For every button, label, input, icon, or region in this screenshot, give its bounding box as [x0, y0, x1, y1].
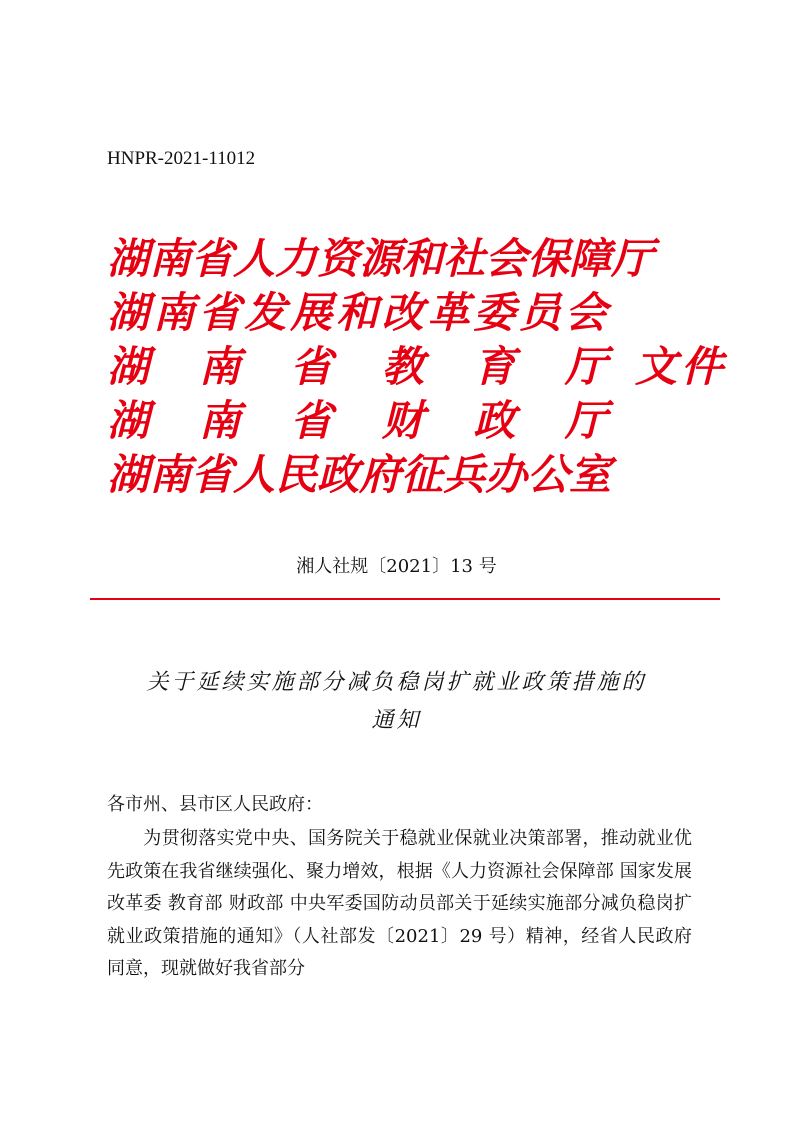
issuer-char: 育	[473, 342, 516, 391]
issuer-char: 办	[485, 450, 528, 499]
issuer-char: 兵	[443, 450, 486, 499]
document-suffix: 文件	[635, 342, 728, 391]
issuer-row	[107, 340, 747, 394]
issuer-char: 会	[485, 234, 528, 283]
issuing-organizations	[107, 232, 747, 502]
issuer-name	[107, 286, 607, 340]
issuer-char: 和	[335, 288, 378, 337]
issuer-char: 发	[244, 288, 287, 337]
issuer-char: 员	[519, 288, 562, 337]
issuer-char: 和	[401, 234, 444, 283]
issuer-name	[107, 448, 612, 502]
issuer-char: 征	[401, 450, 444, 499]
issuer-char: 教	[381, 342, 424, 391]
body-paragraph	[107, 823, 692, 986]
issuer-char: 革	[427, 288, 470, 337]
issuer-char: 南	[198, 342, 241, 391]
issuer-char: 保	[527, 234, 570, 283]
issuer-char: 公	[527, 450, 570, 499]
document-number: 湘人社规〔2021〕13 号	[296, 556, 497, 577]
issuer-name	[107, 340, 607, 394]
issuer-char: 会	[564, 288, 607, 337]
issuer-char: 省	[290, 342, 333, 391]
issuer-char: 厅	[564, 342, 607, 391]
issuer-char: 源	[359, 234, 402, 283]
issuer-char: 湖	[107, 396, 150, 445]
issuer-char: 湖	[107, 288, 150, 337]
issuer-row	[107, 394, 747, 448]
issuer-char: 南	[152, 288, 195, 337]
issuer-char: 湖	[107, 450, 150, 499]
issuer-char: 省	[191, 234, 234, 283]
red-divider-line	[90, 598, 720, 600]
issuer-char: 展	[290, 288, 333, 337]
issuer-char: 府	[359, 450, 402, 499]
issuer-char: 南	[198, 396, 241, 445]
issuer-name	[107, 394, 607, 448]
issuer-char: 南	[149, 234, 192, 283]
issuer-char: 资	[317, 234, 360, 283]
document-code: HNPR-2021-11012	[107, 148, 256, 169]
title-line-1: 关于延续实施部分减负稳岗扩就业政策措施的	[146, 670, 647, 695]
issuer-row	[107, 448, 747, 502]
issuer-char: 政	[473, 396, 516, 445]
issuer-char: 改	[381, 288, 424, 337]
issuer-char: 民	[275, 450, 318, 499]
recipient-line: 各市州、县市区人民政府：	[107, 794, 323, 815]
issuer-char: 委	[473, 288, 516, 337]
issuer-char: 政	[317, 450, 360, 499]
issuer-char: 省	[191, 450, 234, 499]
issuer-char: 力	[275, 234, 318, 283]
issuer-char: 人	[233, 234, 276, 283]
issuer-char: 南	[149, 450, 192, 499]
issuer-char: 厅	[564, 396, 607, 445]
issuer-name	[107, 232, 654, 286]
issuer-char: 省	[290, 396, 333, 445]
issuer-char: 人	[233, 450, 276, 499]
issuer-char: 室	[569, 450, 612, 499]
issuer-row	[107, 286, 747, 340]
document-title	[90, 664, 703, 740]
issuer-char: 湖	[107, 342, 150, 391]
issuer-char: 障	[569, 234, 612, 283]
issuer-row	[107, 232, 747, 286]
title-line-2: 通知	[371, 708, 422, 733]
issuer-char: 厅	[611, 234, 654, 283]
body-text: 为贯彻落实党中央、国务院关于稳就业保就业决策部署，推动就业优先政策在我省继续强化、聚力增效，根据《人力资源社会保障部 国家发展改革委 教育部 财政部 中央军委国防动员部关于延续实施部分减负稳岗扩就业政策措施的通知》（人社部发〔2021〕29 号）精神，经省人民政府同意，现就做好我省部分	[107, 828, 692, 980]
issuer-char: 湖	[107, 234, 150, 283]
issuer-char: 社	[443, 234, 486, 283]
issuer-char: 财	[381, 396, 424, 445]
issuer-char: 省	[198, 288, 241, 337]
